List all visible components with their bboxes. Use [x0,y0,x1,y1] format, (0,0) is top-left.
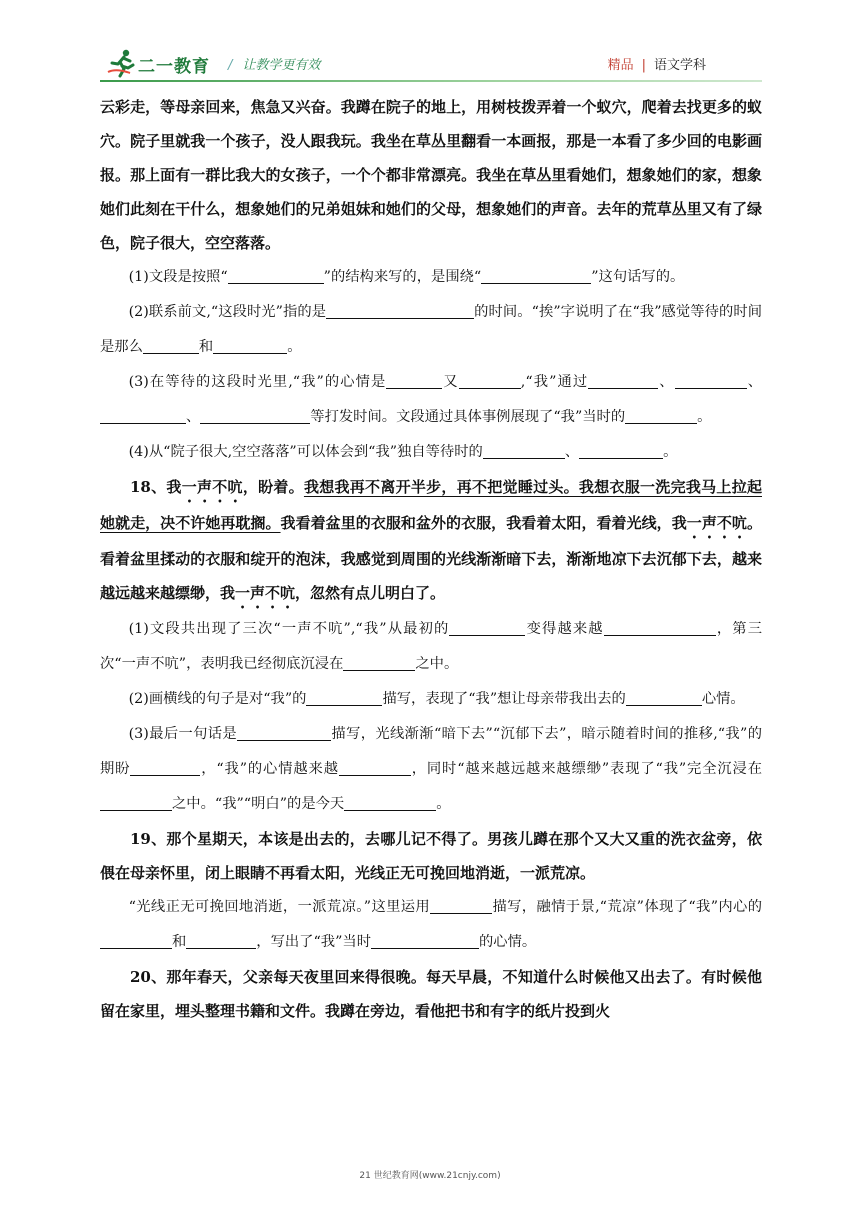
blank[interactable] [100,407,186,424]
blank[interactable] [626,689,702,706]
blank[interactable] [588,372,658,389]
passage-19: 19、那个星期天，本该是出去的，去哪儿记不得了。男孩儿蹲在那个又大又重的洗衣盆旁，依偎在母亲怀里，闭上眼睛不再看太阳，光线正无可挽回地消逝，一派荒凉。 [100,830,762,882]
blank[interactable] [604,619,716,636]
q18-item-2: (2)画横线的句子是对“我”的 描写，表现了“我”想让母亲带我出去的 心情。 [128,691,745,707]
running-man-logo-icon [106,48,136,78]
q18-item-1: (1)文段共出现了三次“一声不吭”,“我”从最初的 变得越来越 ，第三次“一声不吭”，表明我已经彻底沉浸在 之中。 [100,621,763,672]
slogan: / 让教学更有效 [228,58,321,73]
quality-label: 精品 [607,58,634,73]
blank[interactable] [143,337,199,354]
blank[interactable] [481,267,591,284]
blank[interactable] [200,407,310,424]
blank[interactable] [371,932,479,949]
q19-item: “光线正无可挽回地消逝，一派荒凉。”这里运用 描写，融情于景,“荒凉”体现了“我”内心的和 ，写出了“我”当时 的心情。 [100,890,762,960]
blank[interactable] [579,442,663,459]
passage-18: 18、我一声不吭，盼着。我想我再不离开半步，再不把觉睡过头。我想衣服一洗完我马上拉起她就走，决不许她再耽搁。我看着盆里的衣服和盆外的衣服，我看着太阳，看着光线，我一声不吭。看着盆里揉动的衣服和绽开的泡沫，我感觉到周围的光线渐渐暗下去，渐渐地凉下去沉郁下去，越来越远越来越缥缈，我一声不吭，忽然有点儿明白了。 [100,478,762,602]
document-body [100,90,762,1028]
blank[interactable] [386,372,442,389]
q17-item-2: (2)联系前文,“这段时光”指的是 的时间。“挨”字说明了在“我”感觉等待的时间是那么 和 。 [100,304,762,355]
blank[interactable] [186,932,256,949]
header-divider [100,80,762,82]
blank[interactable] [344,794,436,811]
brand-right: 精品 | 语文学科 [607,58,706,73]
blank[interactable] [306,689,382,706]
blank[interactable] [228,267,324,284]
blank[interactable] [430,897,492,914]
passage-20: 20、那年春天，父亲每天夜里回来得很晚。每天早晨，不知道什么时候他又出去了。有时候他留在家里，埋头整理书籍和文件。我蹲在旁边，看他把书和有字的纸片投到火 [100,968,762,1020]
q17-item-4: (4)从“院子很大,空空落落”可以体会到“我”独自等待时的 、 。 [128,444,678,460]
blank[interactable] [339,759,411,776]
q17-item-3: (3)在等待的这段时光里,“我”的心情是 又 ,“我”通过 、 、、 等打发时间。文段通过具体事例展现了“我”当时的 。 [100,365,762,435]
blank[interactable] [326,302,474,319]
blank[interactable] [625,407,697,424]
blank[interactable] [100,932,172,949]
page-footer: 21 世纪教育网(www.21cnjy.com) [359,1171,501,1181]
subject-label: 语文学科 [653,58,706,73]
logo-text: 二一教育 [138,57,210,77]
blank[interactable] [237,724,331,741]
blank[interactable] [130,759,200,776]
q18-item-3: (3)最后一句话是 描写，光线渐渐“暗下去”“沉郁下去”，暗示随着时间的推移,“我”的期盼 ，“我”的心情越来越 ，同时“越来越远越来越缥缈”表现了“我”完全沉浸在之中。“我”“明白”的是今天 。 [100,726,762,812]
blank[interactable] [100,794,172,811]
blank[interactable] [343,654,415,671]
blank[interactable] [213,337,287,354]
q17-item-1: (1)文段是按照“ ”的结构来写的，是围绕“ ”这句话写的。 [128,269,685,285]
underlined-sentence: 我想我再不离开半步，再不把觉睡过头。我想衣服一洗完我马上拉起她就走，决不许她再耽搁。 [100,478,762,532]
blank[interactable] [449,619,525,636]
blank[interactable] [675,372,747,389]
blank[interactable] [483,442,565,459]
passage-intro: 云彩走，等母亲回来，焦急又兴奋。我蹲在院子的地上，用树枝拨弄着一个蚁穴，爬着去找更多的蚁穴。院子里就我一个孩子，没人跟我玩。我坐在草丛里翻看一本画报，那是一本看了多少回的电影画报。那上面有一群比我大的女孩子，一个个都非常漂亮。我坐在草丛里看她们，想象她们的家，想象她们此刻在干什么，想象她们的兄弟姐妹和她们的父母，想象她们的声音。去年的荒草丛里又有了绿色，院子很大，空空落落。 [100,98,762,252]
blank[interactable] [459,372,521,389]
page-header [100,46,762,82]
